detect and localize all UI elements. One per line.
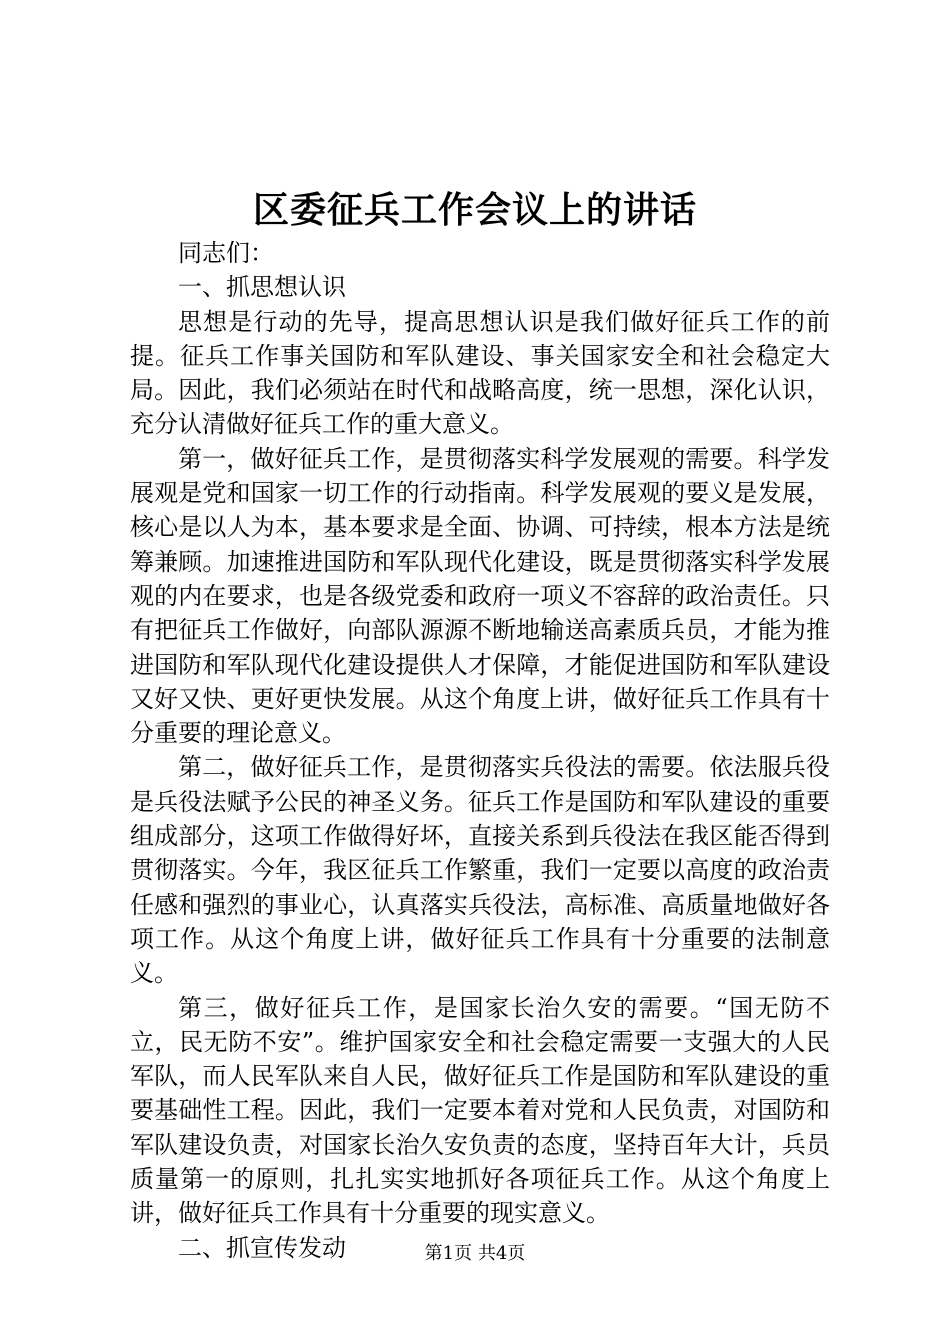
document-title: 区委征兵工作会议上的讲话 <box>252 189 697 231</box>
document-body <box>130 236 830 1265</box>
paragraph-2: 第一，做好征兵工作，是贯彻落实科学发展观的需要。科学发展观是党和国家一切工作的行动指南。科学发展观的要义是发展，核心是以人为本，基本要求是全面、协调、可持续，根本方法是统筹兼顾。加速推进国防和军队现代化建设，既是贯彻落实科学发展观的内在要求，也是各级党委和政府一项义不容辞的政治责任。只有把征兵工作做好，向部队源源不断地输送高素质兵员，才能为推进国防和军队现代化建设提供人才保障，才能促进国防和军队建设又好又快、更好更快发展。从这个角度上讲，做好征兵工作具有十分重要的理论意义。 <box>130 444 830 748</box>
paragraph-4: 第三，做好征兵工作，是国家长治久安的需要。“国无防不立，民无防不安”。维护国家安全和社会稳定需要一支强大的人民军队，而人民军队来自人民，做好征兵工作是国防和军队建设的重要基础性工程。因此，我们一定要本着对党和人民负责，对国防和军队建设负责，对国家长治久安负责的态度，坚持百年大计，兵员质量第一的原则，扎扎实实地抓好各项征兵工作。从这个角度上讲，做好征兵工作具有十分重要的现实意义。 <box>130 993 830 1228</box>
paragraph-1: 思想是行动的先导，提高思想认识是我们做好征兵工作的前提。征兵工作事关国防和军队建设、事关国家安全和社会稳定大局。因此，我们必须站在时代和战略高度，统一思想，深化认识，充分认清做好征兵工作的重大意义。 <box>130 307 830 439</box>
section-heading-2: 二、抓宣传发动 <box>178 1233 346 1262</box>
section-heading-1: 一、抓思想认识 <box>178 273 346 302</box>
paragraph-3: 第二，做好征兵工作，是贯彻落实兵役法的需要。依法服兵役是兵役法赋予公民的神圣义务。征兵工作是国防和军队建设的重要组成部分，这项工作做得好坏，直接关系到兵役法在我区能否得到贯彻落实。今年，我区征兵工作繁重，我们一定要以高度的政治责任感和强烈的事业心，认真落实兵役法，高标准、高质量地做好各项工作。从这个角度上讲，做好征兵工作具有十分重要的法制意义。 <box>130 753 830 988</box>
page-number-footer: 第1页 共4页 <box>424 1243 526 1264</box>
salutation: 同志们： <box>178 239 274 267</box>
